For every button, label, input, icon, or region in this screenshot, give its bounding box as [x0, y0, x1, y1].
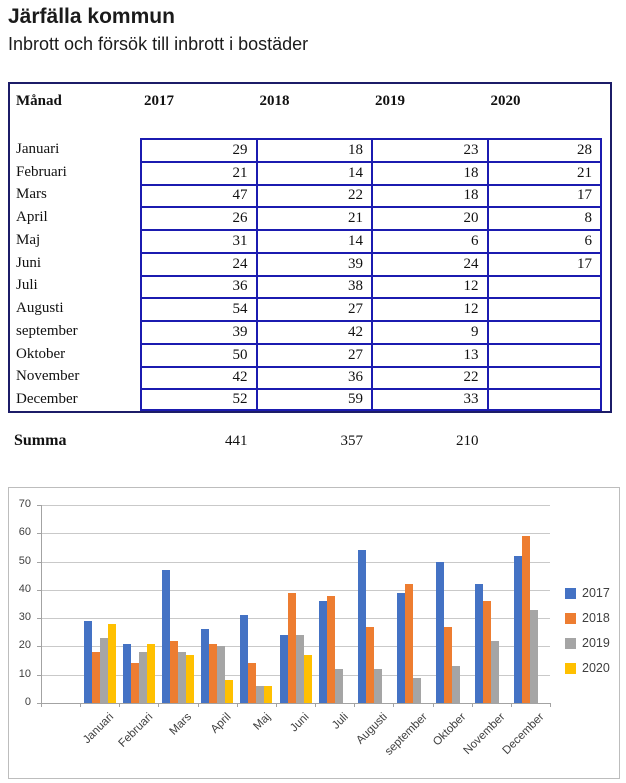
x-axis-category-label: Juni	[288, 711, 312, 735]
row-label-month: Mars	[16, 186, 47, 203]
bar-2020	[264, 686, 272, 703]
table-cell-value: 33	[371, 388, 487, 411]
table-cell-value: 21	[256, 206, 372, 229]
x-axis-category-label: Februari	[116, 711, 156, 750]
x-axis-category-label: December	[500, 711, 547, 758]
bar-2018	[209, 644, 217, 703]
bar-2018	[92, 652, 100, 703]
row-spacer	[602, 366, 610, 389]
summary-value: 357	[340, 432, 363, 449]
y-axis-tick-label: 40	[18, 583, 31, 595]
column-header-year: 2018	[259, 93, 290, 109]
row-spacer	[602, 275, 610, 298]
table-cell-value: 20	[371, 206, 487, 229]
page-subtitle: Inbrott och försök till inbrott i bostäder	[8, 34, 309, 54]
row-spacer	[602, 184, 610, 207]
summary-label: Summa	[14, 432, 67, 449]
row-label-month: December	[16, 391, 78, 408]
bar-2019	[374, 669, 382, 703]
x-axis-category-label: Maj	[251, 711, 273, 733]
x-axis-tick	[237, 703, 238, 707]
y-axis-tick-label: 50	[18, 555, 31, 567]
bar-2017	[514, 556, 522, 703]
bar-2018	[483, 601, 491, 703]
bar-2017	[319, 601, 327, 703]
x-axis-tick	[119, 703, 120, 707]
row-spacer	[602, 388, 610, 411]
row-spacer	[602, 229, 610, 252]
legend-label: 2018	[582, 611, 610, 625]
bar-2018	[366, 627, 374, 703]
chart-gridline	[41, 505, 550, 506]
table-cell-value: 17	[487, 252, 603, 275]
chart-gridline	[41, 590, 550, 591]
table-cell-value: 12	[371, 275, 487, 298]
bar-2017	[201, 629, 209, 703]
table-cell-value: 18	[256, 138, 372, 161]
row-label-month: April	[16, 209, 48, 226]
table-cell-value: 29	[140, 138, 256, 161]
legend-swatch	[565, 663, 576, 674]
table-cell-value: 27	[256, 297, 372, 320]
bar-2020	[108, 624, 116, 703]
legend-swatch	[565, 588, 576, 599]
bar-2020	[304, 655, 312, 703]
table-cell-value: 18	[371, 161, 487, 184]
row-spacer	[602, 138, 610, 161]
x-axis-category-label: Mars	[167, 711, 195, 738]
table-cell-value: 21	[487, 161, 603, 184]
column-header-month: Månad	[16, 93, 62, 109]
bar-2018	[327, 596, 335, 703]
table-cell-value: 38	[256, 275, 372, 298]
table-cell-value: 22	[256, 184, 372, 207]
table-cell-value	[487, 297, 603, 320]
x-axis-tick	[550, 703, 551, 707]
legend-label: 2019	[582, 636, 610, 650]
table-cell-value: 31	[140, 229, 256, 252]
y-axis-line	[41, 505, 42, 703]
row-label-month: November	[16, 368, 80, 385]
table-cell-value: 17	[487, 184, 603, 207]
table-cell-value: 8	[487, 206, 603, 229]
bar-2017	[84, 621, 92, 703]
x-axis-tick	[354, 703, 355, 707]
row-label-month: september	[16, 322, 78, 339]
y-axis-tick-label: 60	[18, 526, 31, 538]
bar-2017	[162, 570, 170, 703]
x-axis-tick	[276, 703, 277, 707]
legend-item	[565, 610, 610, 626]
row-spacer	[602, 206, 610, 229]
row-label-month: Juni	[16, 254, 42, 271]
y-axis-tick-label: 20	[18, 639, 31, 651]
summary-row	[8, 429, 612, 453]
legend-label: 2017	[582, 586, 610, 600]
table-cell-value	[487, 343, 603, 366]
bar-2020	[147, 644, 155, 703]
bar-chart	[8, 487, 620, 779]
bar-2019	[413, 678, 421, 703]
row-spacer	[602, 252, 610, 275]
summary-spacer	[602, 429, 612, 453]
y-axis-tick-label: 30	[18, 611, 31, 623]
table-cell-value: 14	[256, 161, 372, 184]
legend-swatch	[565, 638, 576, 649]
bar-2018	[131, 663, 139, 703]
bar-2017	[123, 644, 131, 703]
bar-2017	[397, 593, 405, 703]
table-cell-value: 39	[140, 320, 256, 343]
y-axis-tick-label: 10	[18, 668, 31, 680]
x-axis-tick	[433, 703, 434, 707]
y-axis-tick-label: 70	[18, 498, 31, 510]
column-header-year: 2017	[144, 93, 174, 109]
column-header-year: 2020	[490, 93, 521, 109]
row-label-month: Oktober	[16, 345, 66, 362]
legend-label: 2020	[582, 661, 610, 675]
x-axis-tick	[198, 703, 199, 707]
bar-2018	[405, 584, 413, 703]
bar-2019	[491, 641, 499, 703]
table-cell-value: 9	[371, 320, 487, 343]
summary-value	[487, 429, 603, 453]
table-cell-value: 52	[140, 388, 256, 411]
table-cell-value: 28	[487, 138, 603, 161]
x-axis-tick	[80, 703, 81, 707]
table-cell-value: 39	[256, 252, 372, 275]
row-label-month: Maj	[16, 231, 41, 248]
chart-gridline	[41, 533, 550, 534]
header-spacer	[602, 84, 610, 138]
row-spacer	[602, 297, 610, 320]
row-label-month: Augusti	[16, 300, 64, 317]
bar-2019	[530, 610, 538, 703]
row-spacer	[602, 161, 610, 184]
x-axis-category-label: November	[461, 711, 508, 758]
table-cell-value: 22	[371, 366, 487, 389]
table-cell-value: 36	[140, 275, 256, 298]
table-cell-value: 54	[140, 297, 256, 320]
x-axis-tick	[393, 703, 394, 707]
legend-swatch	[565, 613, 576, 624]
table-cell-value: 24	[371, 252, 487, 275]
table-cell-value: 24	[140, 252, 256, 275]
bar-2019	[217, 646, 225, 703]
bar-2018	[444, 627, 452, 703]
bar-2017	[280, 635, 288, 703]
x-axis-category-label: Januari	[81, 711, 117, 747]
bar-2020	[186, 655, 194, 703]
bar-2019	[296, 635, 304, 703]
x-axis-category-label: Juli	[330, 711, 352, 732]
table-cell-value: 6	[371, 229, 487, 252]
summary-value: 210	[456, 432, 479, 449]
table-cell-value: 42	[140, 366, 256, 389]
bar-2018	[248, 663, 256, 703]
row-label-month: Februari	[16, 163, 67, 180]
x-axis-tick	[41, 703, 42, 707]
x-axis-tick	[158, 703, 159, 707]
table-cell-value: 14	[256, 229, 372, 252]
table-cell-value: 27	[256, 343, 372, 366]
table-cell-value: 18	[371, 184, 487, 207]
bar-2019	[178, 652, 186, 703]
bar-2018	[522, 536, 530, 703]
legend-item	[565, 635, 610, 651]
bar-2017	[436, 562, 444, 703]
table-cell-value: 6	[487, 229, 603, 252]
column-header-year: 2019	[375, 93, 405, 109]
bar-2020	[225, 680, 233, 703]
row-spacer	[602, 343, 610, 366]
x-axis-category-label: september	[382, 711, 430, 758]
table-cell-value: 36	[256, 366, 372, 389]
row-label-month: Januari	[16, 140, 60, 157]
table-cell-value: 47	[140, 184, 256, 207]
table-cell-value: 12	[371, 297, 487, 320]
x-axis-tick	[315, 703, 316, 707]
bar-2017	[240, 615, 248, 703]
table-cell-value: 21	[140, 161, 256, 184]
table-grid	[10, 84, 610, 411]
table-cell-value: 42	[256, 320, 372, 343]
x-axis-tick	[511, 703, 512, 707]
bar-2019	[335, 669, 343, 703]
x-axis-tick	[472, 703, 473, 707]
table-cell-value	[487, 275, 603, 298]
bar-2018	[170, 641, 178, 703]
page-title: Järfälla kommun	[8, 5, 175, 28]
table-cell-value	[487, 320, 603, 343]
x-axis-line	[41, 703, 550, 704]
chart-gridline	[41, 562, 550, 563]
table-cell-value: 26	[140, 206, 256, 229]
x-axis-category-label: Oktober	[431, 711, 469, 749]
row-spacer	[602, 320, 610, 343]
row-label-month: Juli	[16, 277, 38, 294]
y-axis-tick-label: 0	[24, 696, 31, 708]
burglary-table	[8, 82, 612, 413]
summary-value: 441	[225, 432, 248, 449]
bar-2019	[100, 638, 108, 703]
table-cell-value	[487, 388, 603, 411]
table-cell-value	[487, 366, 603, 389]
x-axis-category-label: Augusti	[354, 711, 391, 747]
table-cell-value: 23	[371, 138, 487, 161]
bar-2019	[139, 652, 147, 703]
legend-item	[565, 660, 610, 676]
legend-item	[565, 585, 610, 601]
table-cell-value: 50	[140, 343, 256, 366]
table-cell-value: 59	[256, 388, 372, 411]
bar-2017	[358, 550, 366, 703]
bar-2018	[288, 593, 296, 703]
bar-2019	[452, 666, 460, 703]
x-axis-category-label: April	[208, 711, 234, 736]
bar-2017	[475, 584, 483, 703]
bar-2019	[256, 686, 264, 703]
table-cell-value: 13	[371, 343, 487, 366]
